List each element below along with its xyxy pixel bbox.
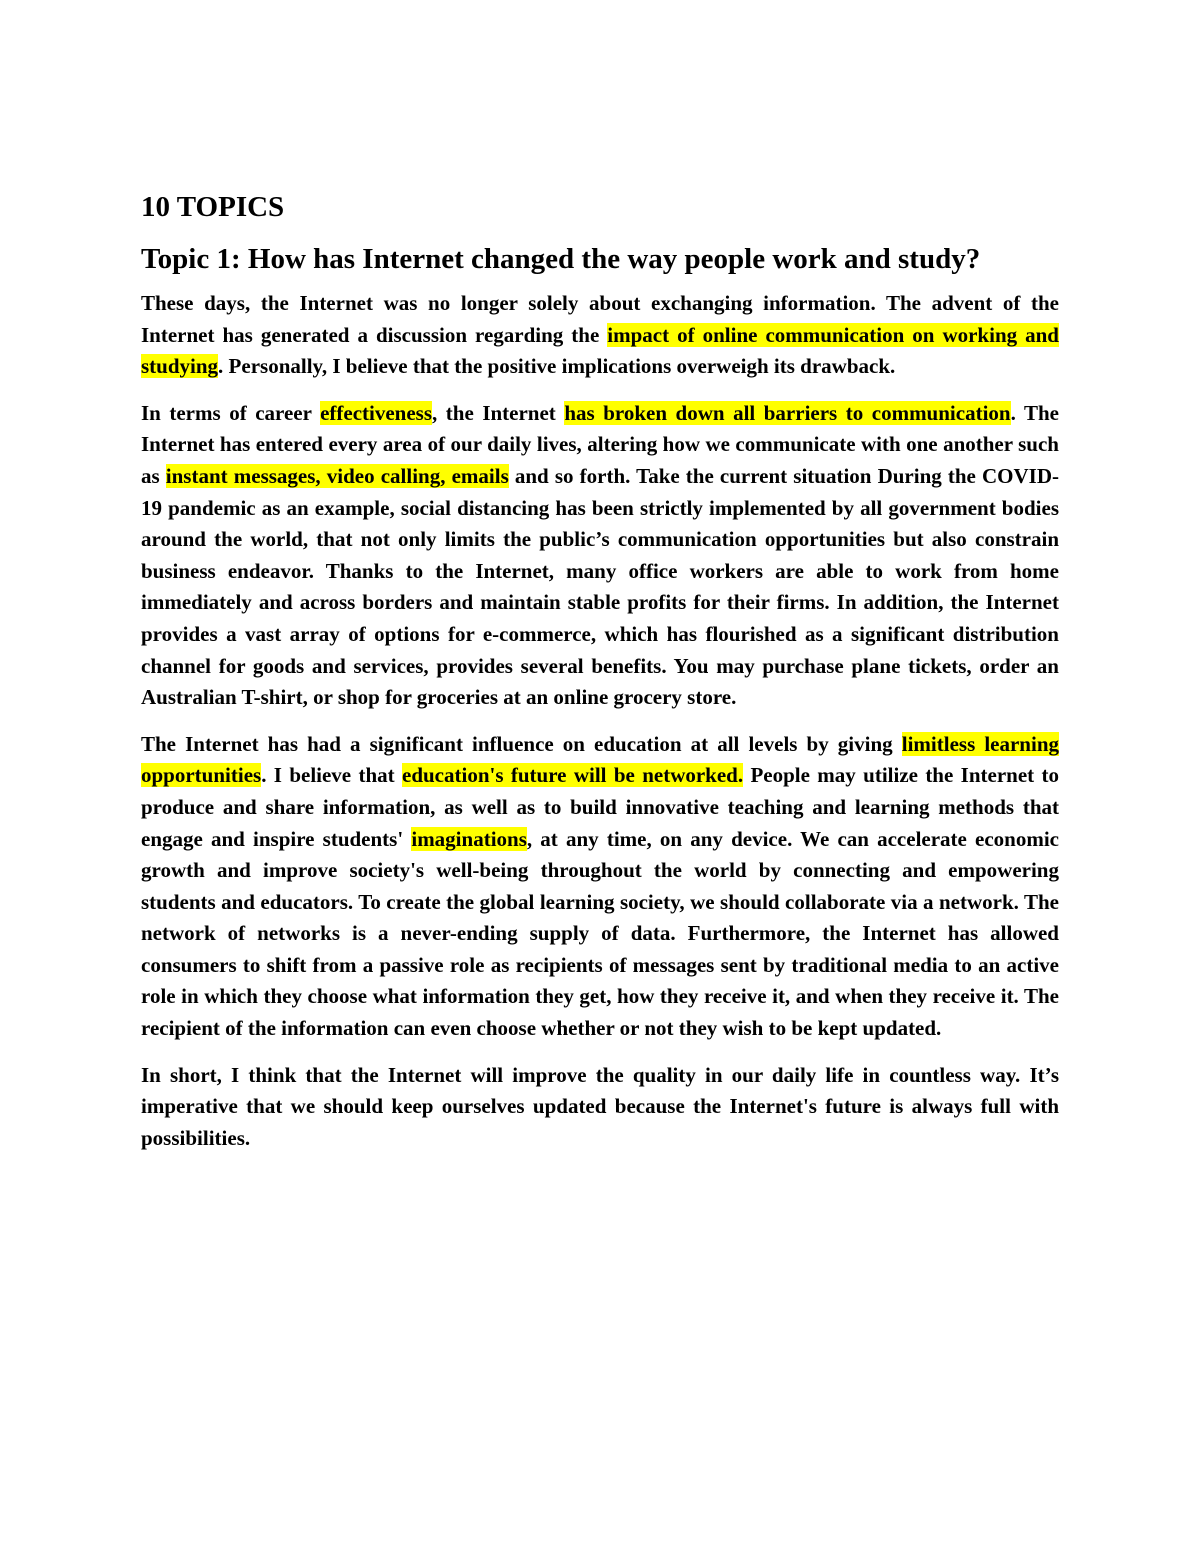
paragraph-education [141,729,1059,1045]
paragraph-text: The Internet has had a significant influence on education at all levels by giving [141,731,902,756]
document-page [141,186,1059,1169]
highlighted-text: impact of online communication on working and studying [141,322,1059,379]
paragraph-text: In terms of career [141,400,321,425]
paragraph-text: and so forth. Take the current situation During the COVID-19 pandemic as an example, social distancing has been strictly implemented by all government bodies around the world, that not only limits the public’s communication opportunities but also constrain business endeavor. Thanks to the Internet, many office workers are able to work from home immediately and across borders and maintain stable profits for their firms. In addition, the Internet provides a vast array of options for e-commerce, which has flourished as a significant distribution channel for goods and services, provides several benefits. You may purchase plane tickets, order an Australian T-shirt, or shop for groceries at an online grocery store. [141,463,1059,710]
paragraph-text: . I believe that [261,763,402,788]
paragraph-text: People may utilize the Internet to produce and share information, as well as to build innovative teaching and learning methods that engage and inspire students' [141,763,1059,851]
paragraph-text: , the Internet [432,400,565,425]
highlighted-text: has broken down all barriers to communication [564,400,1011,425]
paragraph-text: , at any time, on any device. We can accelerate economic growth and improve society's well-being throughout the world by connecting and empowering students and educators. To create the global learning society, we should collaborate via a network. The network of networks is a never-ending supply of data. Furthermore, the Internet has allowed consumers to shift from a passive role as recipients of messages sent by traditional media to an active role in which they choose what information they get, how they receive it, and when they receive it. The recipient of the information can even choose whether or not they wish to be kept updated. [141,826,1060,1041]
highlighted-text: imaginations [411,826,527,851]
highlighted-text: education's future will be networked. [402,763,744,788]
paragraph-career [141,398,1059,714]
paragraph-text: . The Internet has entered every area of our daily lives, altering how we communicate with one another such as [141,400,1059,488]
paragraph-text: . Personally, I believe that the positive implications overweigh its drawback. [218,354,896,379]
paragraph-text: In short, I think that the Internet will improve the quality in our daily life in countless way. It’s imperative that we should keep ourselves updated because the Internet's future is always full with possibilities. [141,1062,1059,1150]
highlighted-text: instant messages, video calling, emails [165,463,509,488]
paragraph-text: These days, the Internet was no longer solely about exchanging information. The advent of the Internet has generated a discussion regarding the [141,291,1059,347]
topic-heading: Topic 1: How has Internet changed the way people work and study? [141,243,981,275]
paragraph-conclusion [141,1060,1059,1155]
paragraph-intro [141,288,1059,383]
highlighted-text: limitless learning opportunities [141,731,1059,788]
highlighted-text: effectiveness [320,400,433,425]
document-title: 10 TOPICS [141,191,285,223]
